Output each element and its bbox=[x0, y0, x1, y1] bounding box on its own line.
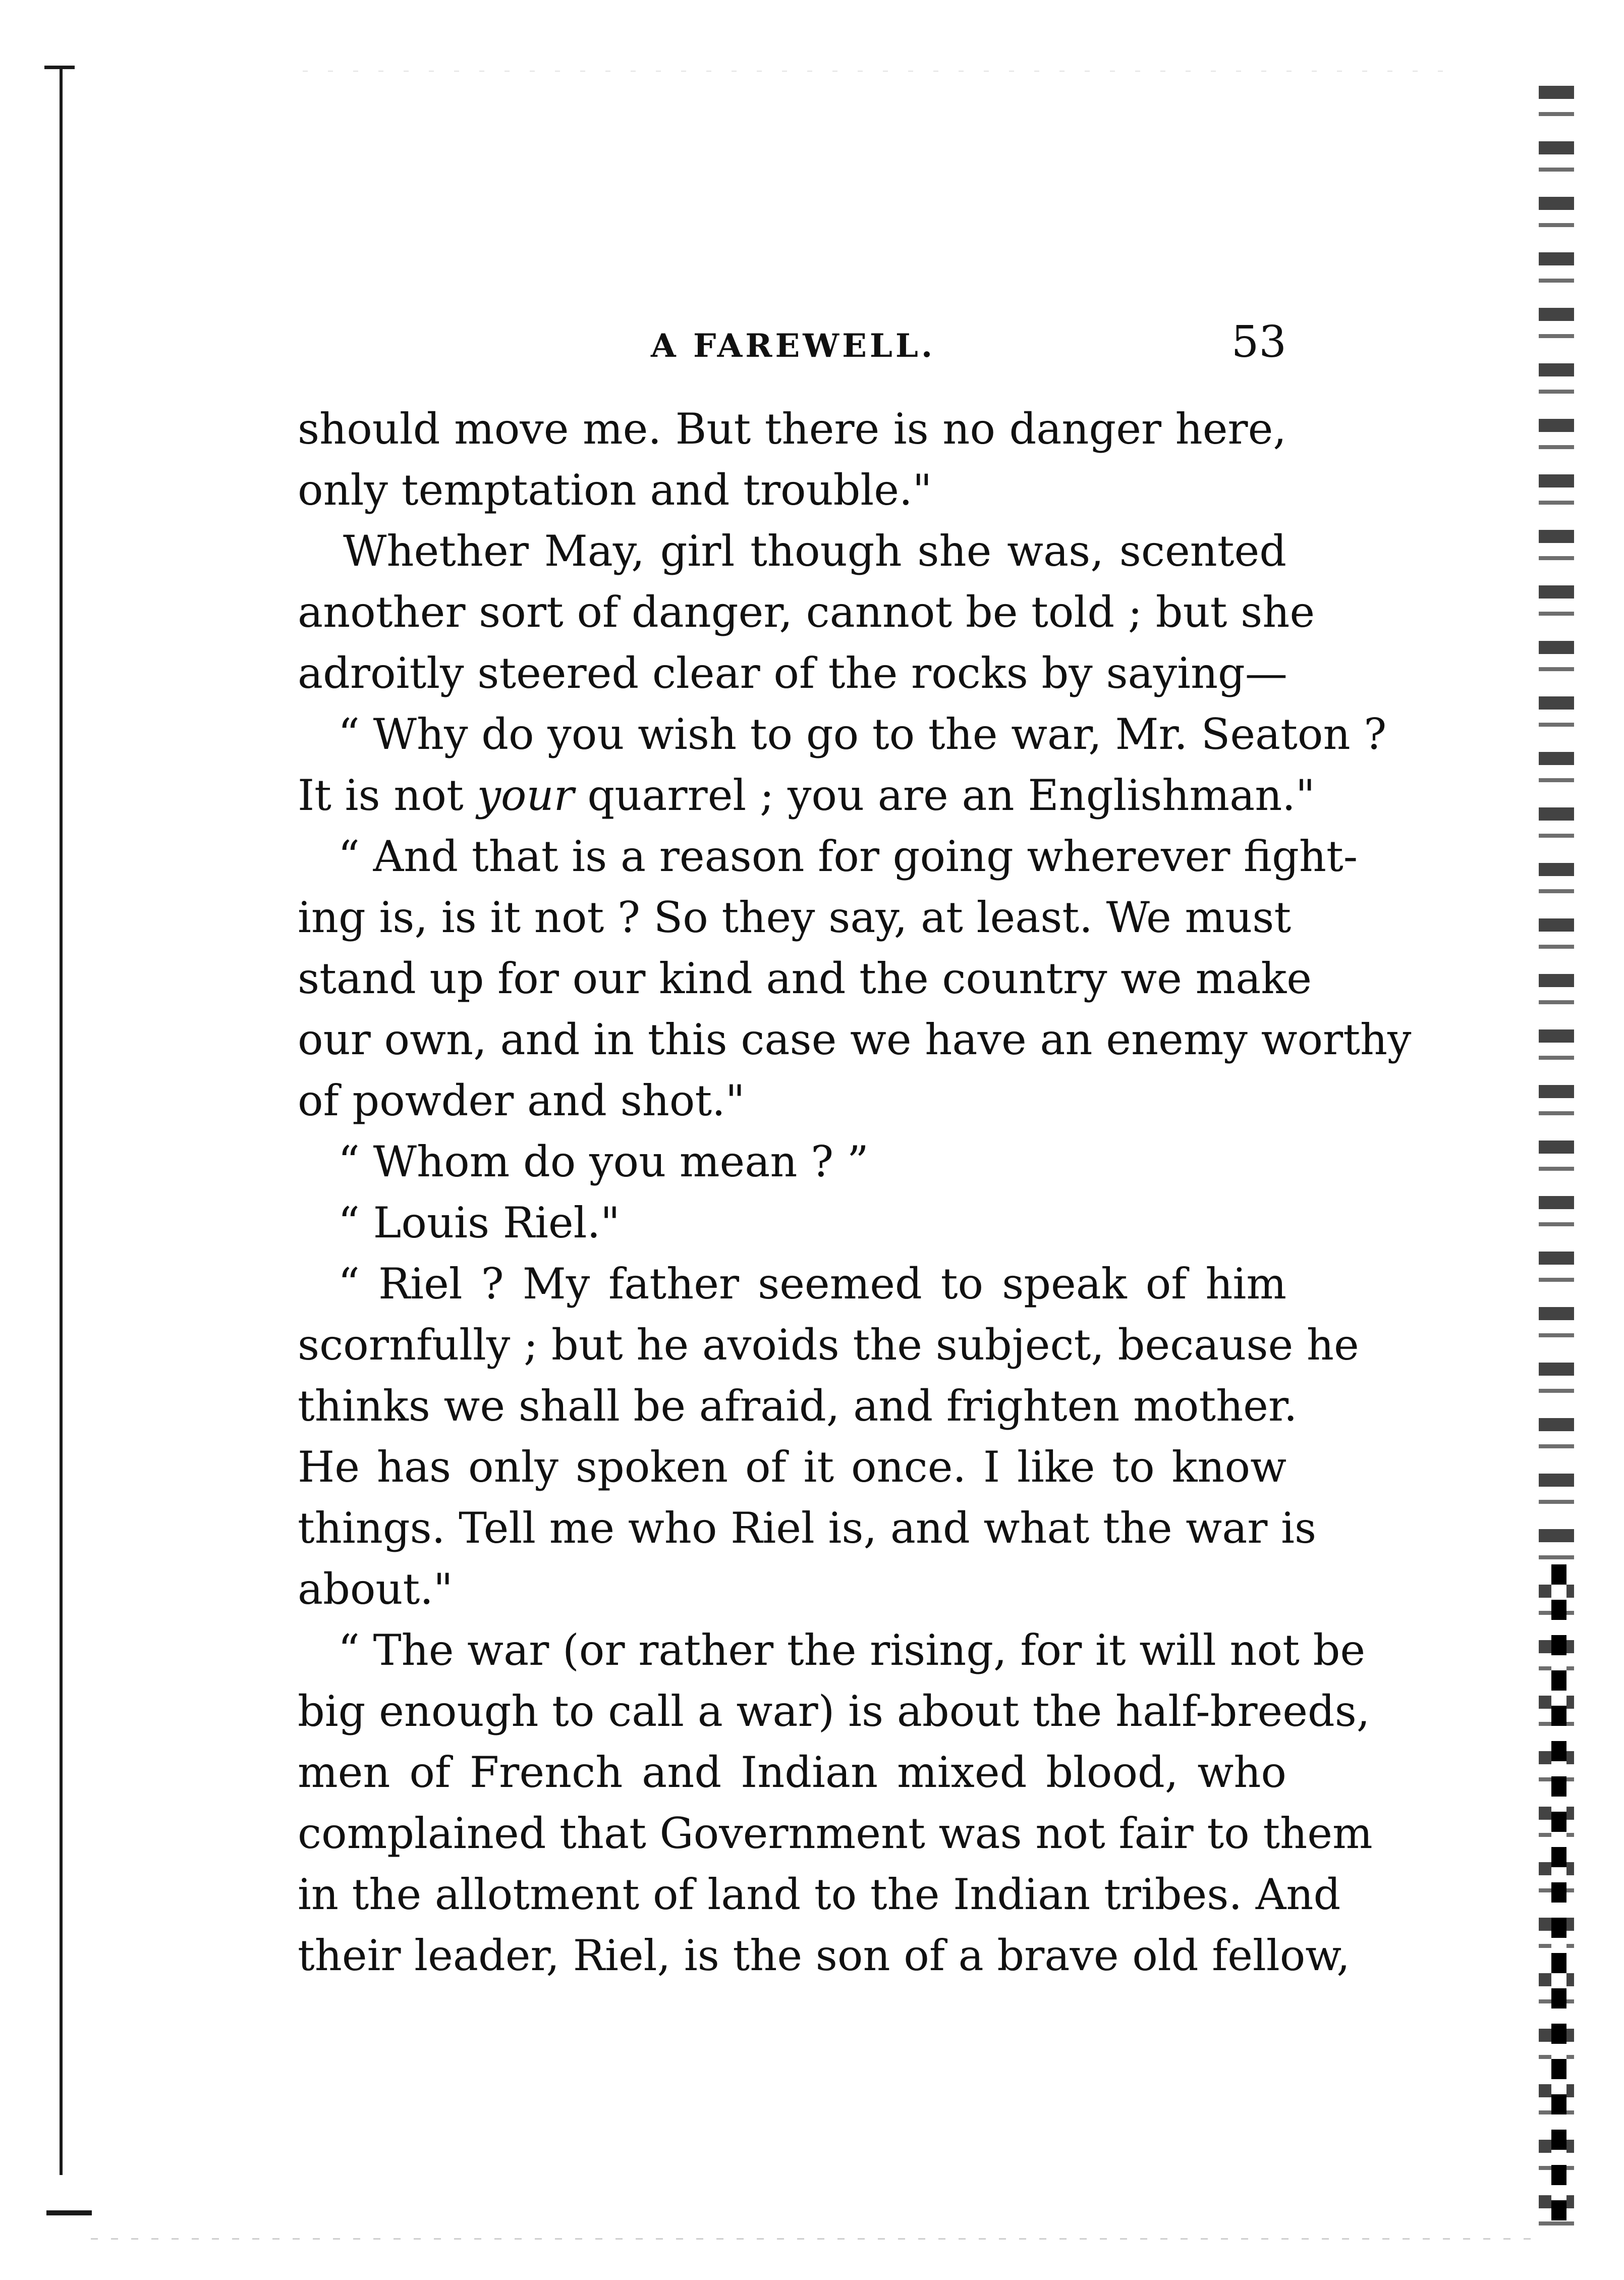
text-line-with-emphasis bbox=[298, 765, 1315, 826]
text-line: things. Tell me who Riel is, and what the war is bbox=[298, 1503, 1317, 1553]
text-segment: It is not bbox=[298, 771, 477, 820]
text-line: stand up for our kind and the country we make bbox=[298, 954, 1312, 1003]
scan-bottom-noise bbox=[91, 2238, 1534, 2240]
text-line: complained that Government was not fair to them bbox=[298, 1809, 1373, 1858]
scan-left-edge bbox=[60, 66, 63, 2175]
body-text bbox=[298, 399, 1412, 1986]
text-line: another sort of danger, cannot be told ; but she bbox=[298, 587, 1315, 637]
scan-right-edge-marks bbox=[1551, 1564, 1566, 2220]
running-head: A FAREWELL. bbox=[651, 327, 936, 365]
page-number: 53 bbox=[1231, 317, 1286, 367]
text-line: about." bbox=[298, 1564, 453, 1614]
text-line: our own, and in this case we have an enemy worthy bbox=[298, 1015, 1412, 1064]
text-line: ing is, is it not ? So they say, at least. We must bbox=[298, 893, 1292, 942]
scan-left-edge-bottom bbox=[46, 2210, 92, 2215]
text-line: scornfully ; but he avoids the subject, because he bbox=[298, 1320, 1359, 1370]
text-line: “ Riel ? My father seemed to speak of him bbox=[338, 1259, 1286, 1309]
page-header bbox=[298, 317, 1286, 372]
text-line: only temptation and trouble." bbox=[298, 465, 932, 515]
text-line: “ The war (or rather the rising, for it will not be bbox=[338, 1625, 1366, 1675]
text-line: in the allotment of land to the Indian tribes. And bbox=[298, 1870, 1341, 1919]
text-line: He has only spoken of it once. I like to know bbox=[298, 1442, 1286, 1492]
text-line: “ And that is a reason for going wherever fight- bbox=[338, 832, 1358, 881]
text-line: big enough to call a war) is about the half-breeds, bbox=[298, 1687, 1370, 1736]
text-line: “ Louis Riel." bbox=[338, 1198, 620, 1247]
text-line: “ Why do you wish to go to the war, Mr. Seaton ? bbox=[338, 710, 1387, 759]
text-line: of powder and shot." bbox=[298, 1076, 745, 1125]
text-line: Whether May, girl though she was, scented bbox=[343, 526, 1286, 576]
text-line: their leader, Riel, is the son of a brave old fellow, bbox=[298, 1931, 1350, 1980]
text-line: should move me. But there is no danger here, bbox=[298, 404, 1286, 454]
text-line: thinks we shall be afraid, and frighten mother. bbox=[298, 1381, 1298, 1431]
text-line: “ Whom do you mean ? ” bbox=[338, 1137, 869, 1186]
emphasized-word: your bbox=[477, 771, 574, 820]
text-line: men of French and Indian mixed blood, who bbox=[298, 1748, 1286, 1797]
scan-left-edge-top bbox=[44, 66, 75, 69]
text-line: adroitly steered clear of the rocks by saying— bbox=[298, 648, 1287, 698]
scan-top-noise bbox=[303, 71, 1463, 72]
text-segment: quarrel ; you are an Englishman." bbox=[574, 771, 1315, 820]
